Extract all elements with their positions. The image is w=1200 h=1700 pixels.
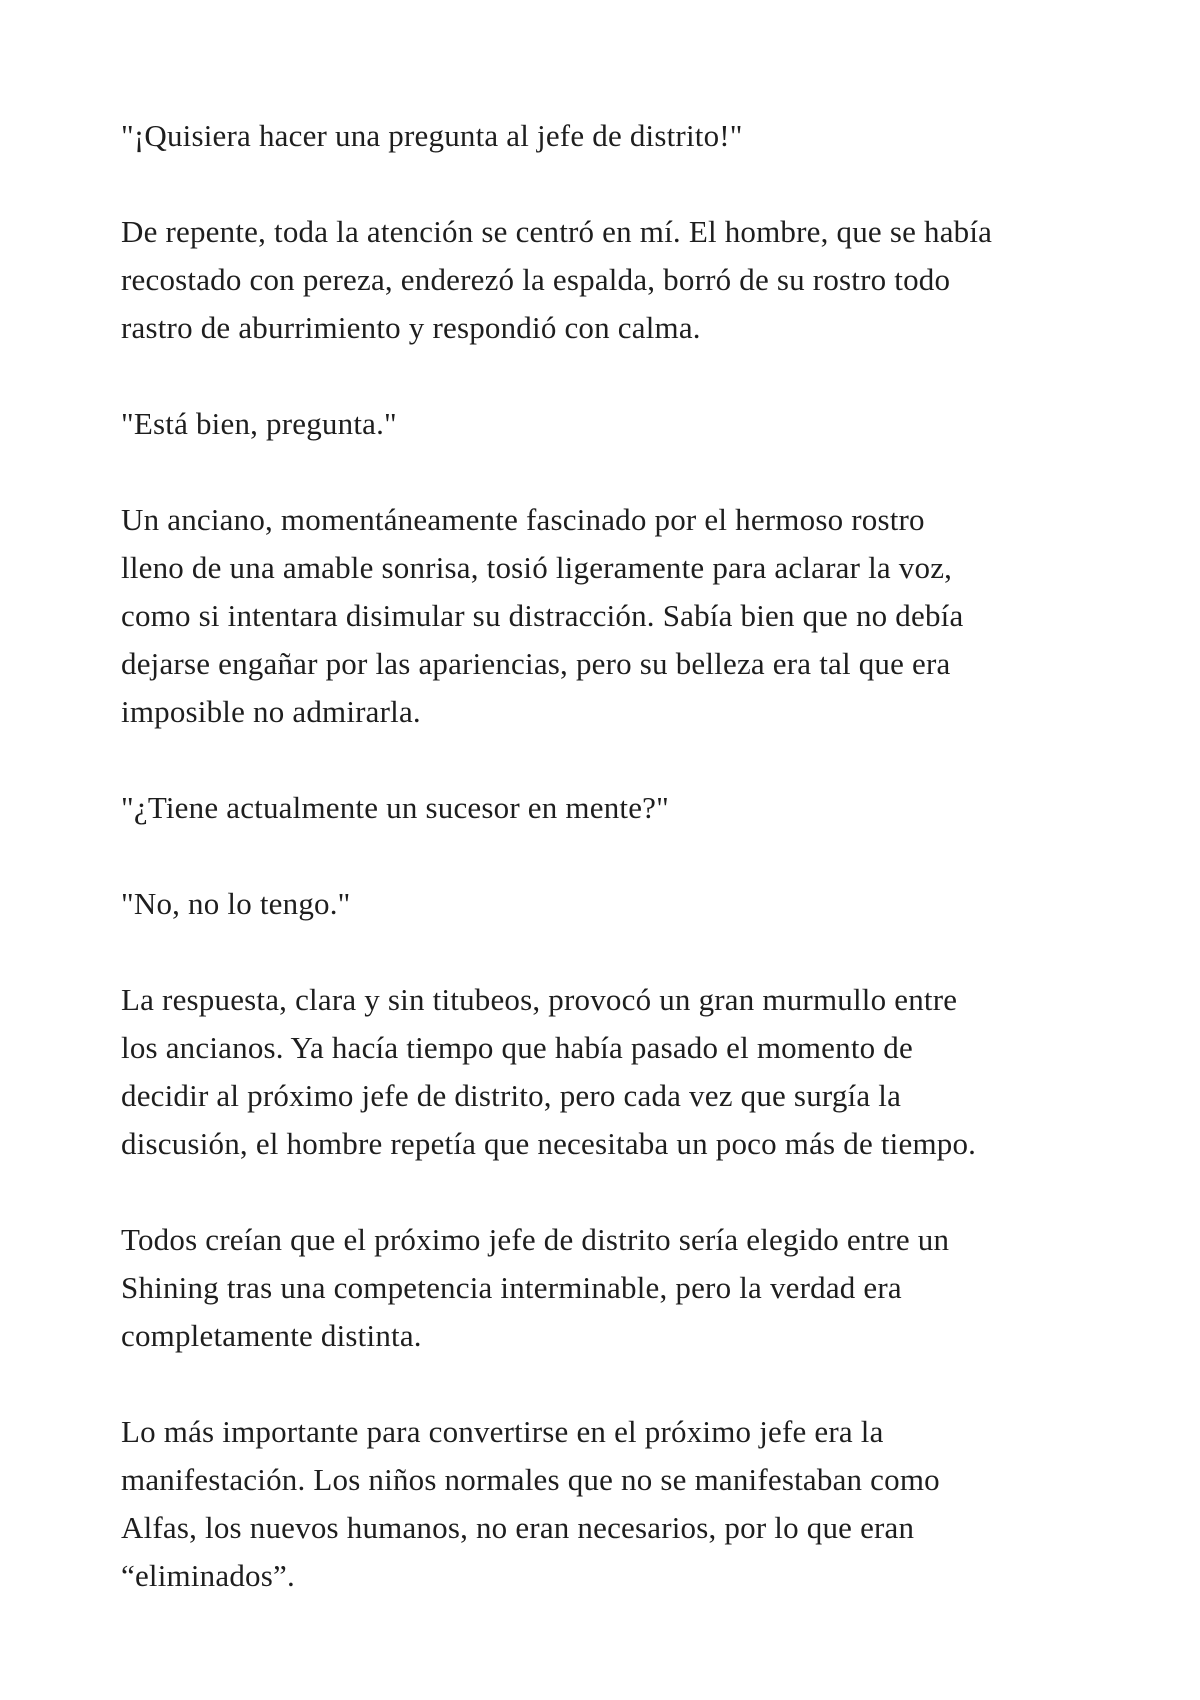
paragraph-dialogue: [121, 880, 1140, 928]
text-line: los ancianos. Ya hacía tiempo que había pasado el momento de: [121, 1030, 913, 1065]
text-line: Lo más importante para convertirse en el próximo jefe era la: [121, 1414, 884, 1449]
text-line: discusión, el hombre repetía que necesitaba un poco más de tiempo.: [121, 1126, 977, 1161]
text-line: De repente, toda la atención se centró en mí. El hombre, que se había: [121, 214, 993, 249]
text-line: dejarse engañar por las apariencias, pero su belleza era tal que era: [121, 646, 951, 681]
text-line: completamente distinta.: [121, 1318, 422, 1353]
text-line: “eliminados”.: [121, 1558, 295, 1593]
paragraph-narration: [121, 1216, 1140, 1360]
text-line: "¡Quisiera hacer una pregunta al jefe de distrito!": [121, 118, 743, 153]
text-line: Shining tras una competencia interminable, pero la verdad era: [121, 1270, 902, 1305]
text-line: lleno de una amable sonrisa, tosió ligeramente para aclarar la voz,: [121, 550, 953, 585]
paragraph-dialogue: [121, 400, 1140, 448]
text-line: manifestación. Los niños normales que no se manifestaban como: [121, 1462, 940, 1497]
text-line: Alfas, los nuevos humanos, no eran necesarios, por lo que eran: [121, 1510, 915, 1545]
text-line: decidir al próximo jefe de distrito, pero cada vez que surgía la: [121, 1078, 902, 1113]
text-line: "Está bien, pregunta.": [121, 406, 397, 441]
paragraph-narration: [121, 976, 1140, 1168]
paragraph-question: [121, 112, 1140, 160]
paragraph-dialogue: [121, 784, 1140, 832]
paragraph-narration: [121, 496, 1140, 736]
text-line: imposible no admirarla.: [121, 694, 421, 729]
text-line: Todos creían que el próximo jefe de distrito sería elegido entre un: [121, 1222, 950, 1257]
text-line: "No, no lo tengo.": [121, 886, 351, 921]
paragraph-narration: [121, 208, 1140, 352]
paragraph-narration: [121, 1408, 1140, 1600]
text-line: La respuesta, clara y sin titubeos, provocó un gran murmullo entre: [121, 982, 958, 1017]
text-line: "¿Tiene actualmente un sucesor en mente?": [121, 790, 669, 825]
text-line: como si intentara disimular su distracción. Sabía bien que no debía: [121, 598, 964, 633]
text-line: Un anciano, momentáneamente fascinado por el hermoso rostro: [121, 502, 925, 537]
text-line: rastro de aburrimiento y respondió con calma.: [121, 310, 701, 345]
text-line: recostado con pereza, enderezó la espalda, borró de su rostro todo: [121, 262, 951, 297]
